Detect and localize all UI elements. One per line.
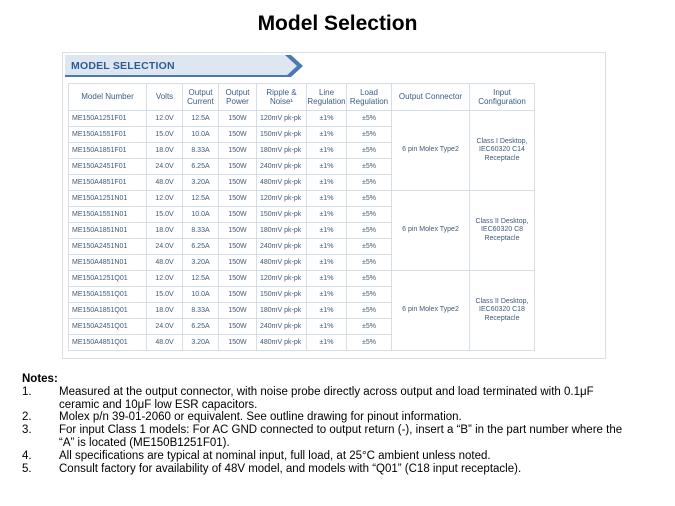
column-header (392, 84, 470, 111)
table-header-row (69, 84, 535, 111)
table-cell: ±5% (347, 111, 392, 127)
table-cell: 3.20A (183, 175, 219, 191)
table-cell: ±1% (307, 159, 347, 175)
table-cell: 150mV pk-pk (257, 287, 307, 303)
table-cell: 15.0V (147, 127, 183, 143)
table-cell: 150W (219, 175, 257, 191)
column-header (257, 84, 307, 111)
table-cell: 10.0A (183, 207, 219, 223)
table-cell: 12.5A (183, 111, 219, 127)
note-item (22, 386, 662, 412)
table-cell: ±1% (307, 111, 347, 127)
table-cell: 24.0V (147, 319, 183, 335)
table-cell: 8.33A (183, 223, 219, 239)
table-cell: 18.0V (147, 303, 183, 319)
model-number-cell: ME150A1551F01 (69, 127, 147, 143)
column-header-line: Output Connector (398, 92, 463, 102)
input-configuration-line: Receptacle (484, 234, 520, 242)
banner-label: MODEL SELECTION (71, 60, 175, 72)
table-cell: ±1% (307, 207, 347, 223)
model-number-cell: ME150A1551Q01 (69, 287, 147, 303)
table-cell: 150mV pk-pk (257, 127, 307, 143)
table-cell: 6.25A (183, 319, 219, 335)
model-number-cell: ME150A1251F01 (69, 111, 147, 127)
note-number: 2. (22, 411, 32, 424)
model-number-cell: ME150A2451N01 (69, 239, 147, 255)
table-cell: 150W (219, 319, 257, 335)
note-item (22, 463, 662, 476)
table-cell: 150W (219, 335, 257, 351)
note-item (22, 450, 662, 463)
table-cell: 12.5A (183, 271, 219, 287)
table-cell: ±1% (307, 303, 347, 319)
notes-list (22, 386, 662, 476)
table-cell: 48.0V (147, 335, 183, 351)
note-text: ceramic and 10μF low ESR capacitors. (59, 398, 258, 411)
table-cell: ±1% (307, 175, 347, 191)
column-header (219, 84, 257, 111)
input-configuration-line: Receptacle (484, 314, 520, 322)
column-header-line: Volts (155, 92, 174, 102)
column-header (347, 84, 392, 111)
table-cell: 150W (219, 111, 257, 127)
table-cell: ±5% (347, 287, 392, 303)
input-configuration-line: Receptacle (484, 154, 520, 162)
note-number: 3. (22, 424, 32, 437)
column-header-line: Input (493, 87, 511, 97)
model-number-cell: ME150A2451F01 (69, 159, 147, 175)
table-cell: 120mV pk-pk (257, 111, 307, 127)
model-number-cell: ME150A1251Q01 (69, 271, 147, 287)
table-cell: 240mV pk-pk (257, 239, 307, 255)
note-text: All specifications are typical at nominal input, full load, at 25°C ambient unless noted. (59, 449, 491, 462)
column-header-line: Power (226, 97, 249, 106)
table-cell: 480mV pk-pk (257, 255, 307, 271)
table-cell: ±5% (347, 303, 392, 319)
table-cell: ±5% (347, 223, 392, 239)
column-header (183, 84, 219, 111)
table-cell: ±5% (347, 335, 392, 351)
table-cell: 240mV pk-pk (257, 319, 307, 335)
table-cell: ±1% (307, 143, 347, 159)
table-cell: 24.0V (147, 239, 183, 255)
column-header (470, 84, 535, 111)
page-title: Model Selection (257, 12, 418, 35)
column-header-line: Configuration (478, 97, 526, 106)
table-cell: 12.0V (147, 111, 183, 127)
table-cell: 150W (219, 271, 257, 287)
table-cell: 18.0V (147, 223, 183, 239)
table-cell: ±1% (307, 271, 347, 287)
table-cell: 12.0V (147, 191, 183, 207)
column-header-line: Model Number (81, 92, 134, 102)
table-cell: 10.0A (183, 287, 219, 303)
table-cell: 15.0V (147, 207, 183, 223)
model-number-cell: ME150A1251N01 (69, 191, 147, 207)
table-cell: 8.33A (183, 303, 219, 319)
input-configuration-cell (470, 111, 535, 191)
table-cell: 120mV pk-pk (257, 271, 307, 287)
table-cell: 3.20A (183, 255, 219, 271)
model-table (68, 83, 535, 351)
table-cell: ±1% (307, 319, 347, 335)
input-configuration-cell (470, 271, 535, 351)
table-cell: ±5% (347, 207, 392, 223)
model-number-cell: ME150A4851F01 (69, 175, 147, 191)
model-number-cell: ME150A2451Q01 (69, 319, 147, 335)
note-text: For input Class 1 models: For AC GND connected to output return (-), insert a “B” in the part number where the (59, 424, 623, 437)
column-header (147, 84, 183, 111)
table-cell: ±5% (347, 159, 392, 175)
note-text: Molex p/n 39-01-2060 or equivalent. See outline drawing for pinout information. (59, 411, 462, 424)
note-text: Measured at the output connector, with noise probe directly across output and load terminated with 0.1μF (59, 385, 594, 398)
table-cell: ±5% (347, 143, 392, 159)
model-selection-panel (62, 52, 606, 359)
table-cell: 480mV pk-pk (257, 335, 307, 351)
input-configuration-line: Class II Desktop, (475, 297, 529, 305)
table-cell: ±1% (307, 191, 347, 207)
table-cell: 180mV pk-pk (257, 223, 307, 239)
table-cell: 150W (219, 255, 257, 271)
table-cell: 240mV pk-pk (257, 159, 307, 175)
table-cell: 3.20A (183, 335, 219, 351)
model-number-cell: ME150A1551N01 (69, 207, 147, 223)
input-configuration-line: IEC60320 C18 (479, 306, 525, 314)
table-cell: ±5% (347, 239, 392, 255)
column-header-line: Current (187, 97, 214, 106)
column-header-line: Output (188, 87, 213, 97)
note-text: “A” is located (ME150B1251F01). (59, 436, 230, 449)
output-connector-cell: 6 pin Molex Type2 (392, 111, 470, 191)
table-cell: ±1% (307, 287, 347, 303)
section-banner (65, 55, 305, 77)
table-cell: 8.33A (183, 143, 219, 159)
column-header (307, 84, 347, 111)
table-cell: 18.0V (147, 143, 183, 159)
table-cell: 12.5A (183, 191, 219, 207)
table-cell: 150W (219, 127, 257, 143)
input-configuration-line: IEC60320 C14 (479, 146, 525, 154)
column-header-line: Regulation (349, 97, 389, 106)
note-number: 1. (22, 385, 32, 398)
column-header-line: Load (360, 87, 378, 97)
table-cell: 150W (219, 159, 257, 175)
table-cell: 48.0V (147, 255, 183, 271)
table-cell: 24.0V (147, 159, 183, 175)
column-header-line: Ripple & (266, 87, 297, 97)
note-item (22, 424, 662, 450)
table-cell: ±1% (307, 127, 347, 143)
input-configuration-line: IEC60320 C8 (480, 226, 524, 234)
column-header-line: Noise¹ (269, 97, 294, 106)
table-cell: 48.0V (147, 175, 183, 191)
input-configuration-line: Class II Desktop, (475, 217, 529, 225)
table-cell: 150W (219, 143, 257, 159)
table-cell: 180mV pk-pk (257, 303, 307, 319)
notes-title: Notes: (22, 373, 58, 385)
column-header (69, 84, 147, 111)
table-cell: 150W (219, 191, 257, 207)
table-cell: ±1% (307, 255, 347, 271)
table-cell: 6.25A (183, 159, 219, 175)
column-header-line: Output (225, 87, 250, 97)
note-text: Consult factory for availability of 48V model, and models with “Q01” (C18 input receptacle). (59, 462, 522, 475)
table-row (69, 191, 535, 207)
table-cell: 6.25A (183, 239, 219, 255)
model-number-cell: ME150A1851Q01 (69, 303, 147, 319)
table-cell: 150W (219, 207, 257, 223)
table-cell: ±5% (347, 127, 392, 143)
table-cell: ±5% (347, 255, 392, 271)
notes-section (22, 373, 662, 475)
table-cell: 150W (219, 287, 257, 303)
table-cell: ±1% (307, 223, 347, 239)
table-cell: 150mV pk-pk (257, 207, 307, 223)
table-cell: 10.0A (183, 127, 219, 143)
table-row (69, 111, 535, 127)
table-cell: 180mV pk-pk (257, 143, 307, 159)
table-cell: 12.0V (147, 271, 183, 287)
table-cell: ±1% (307, 335, 347, 351)
table-cell: ±1% (307, 239, 347, 255)
table-cell: ±5% (347, 175, 392, 191)
column-header-line: Regulation (307, 97, 346, 106)
table-row (69, 271, 535, 287)
table-cell: 150W (219, 303, 257, 319)
input-configuration-cell (470, 191, 535, 271)
output-connector-cell: 6 pin Molex Type2 (392, 271, 470, 351)
note-number: 4. (22, 449, 32, 462)
table-cell: 120mV pk-pk (257, 191, 307, 207)
model-number-cell: ME150A4851Q01 (69, 335, 147, 351)
table-cell: ±5% (347, 319, 392, 335)
table-cell: ±5% (347, 271, 392, 287)
model-number-cell: ME150A4851N01 (69, 255, 147, 271)
input-configuration-line: Class I Desktop, (476, 137, 528, 145)
table-cell: 150W (219, 239, 257, 255)
table-cell: 480mV pk-pk (257, 175, 307, 191)
table-cell: 15.0V (147, 287, 183, 303)
output-connector-cell: 6 pin Molex Type2 (392, 191, 470, 271)
model-number-cell: ME150A1851F01 (69, 143, 147, 159)
note-number: 5. (22, 462, 32, 475)
column-header-line: Line (318, 87, 335, 97)
table-cell: ±5% (347, 191, 392, 207)
model-number-cell: ME150A1851N01 (69, 223, 147, 239)
note-item (22, 411, 662, 424)
table-cell: 150W (219, 223, 257, 239)
